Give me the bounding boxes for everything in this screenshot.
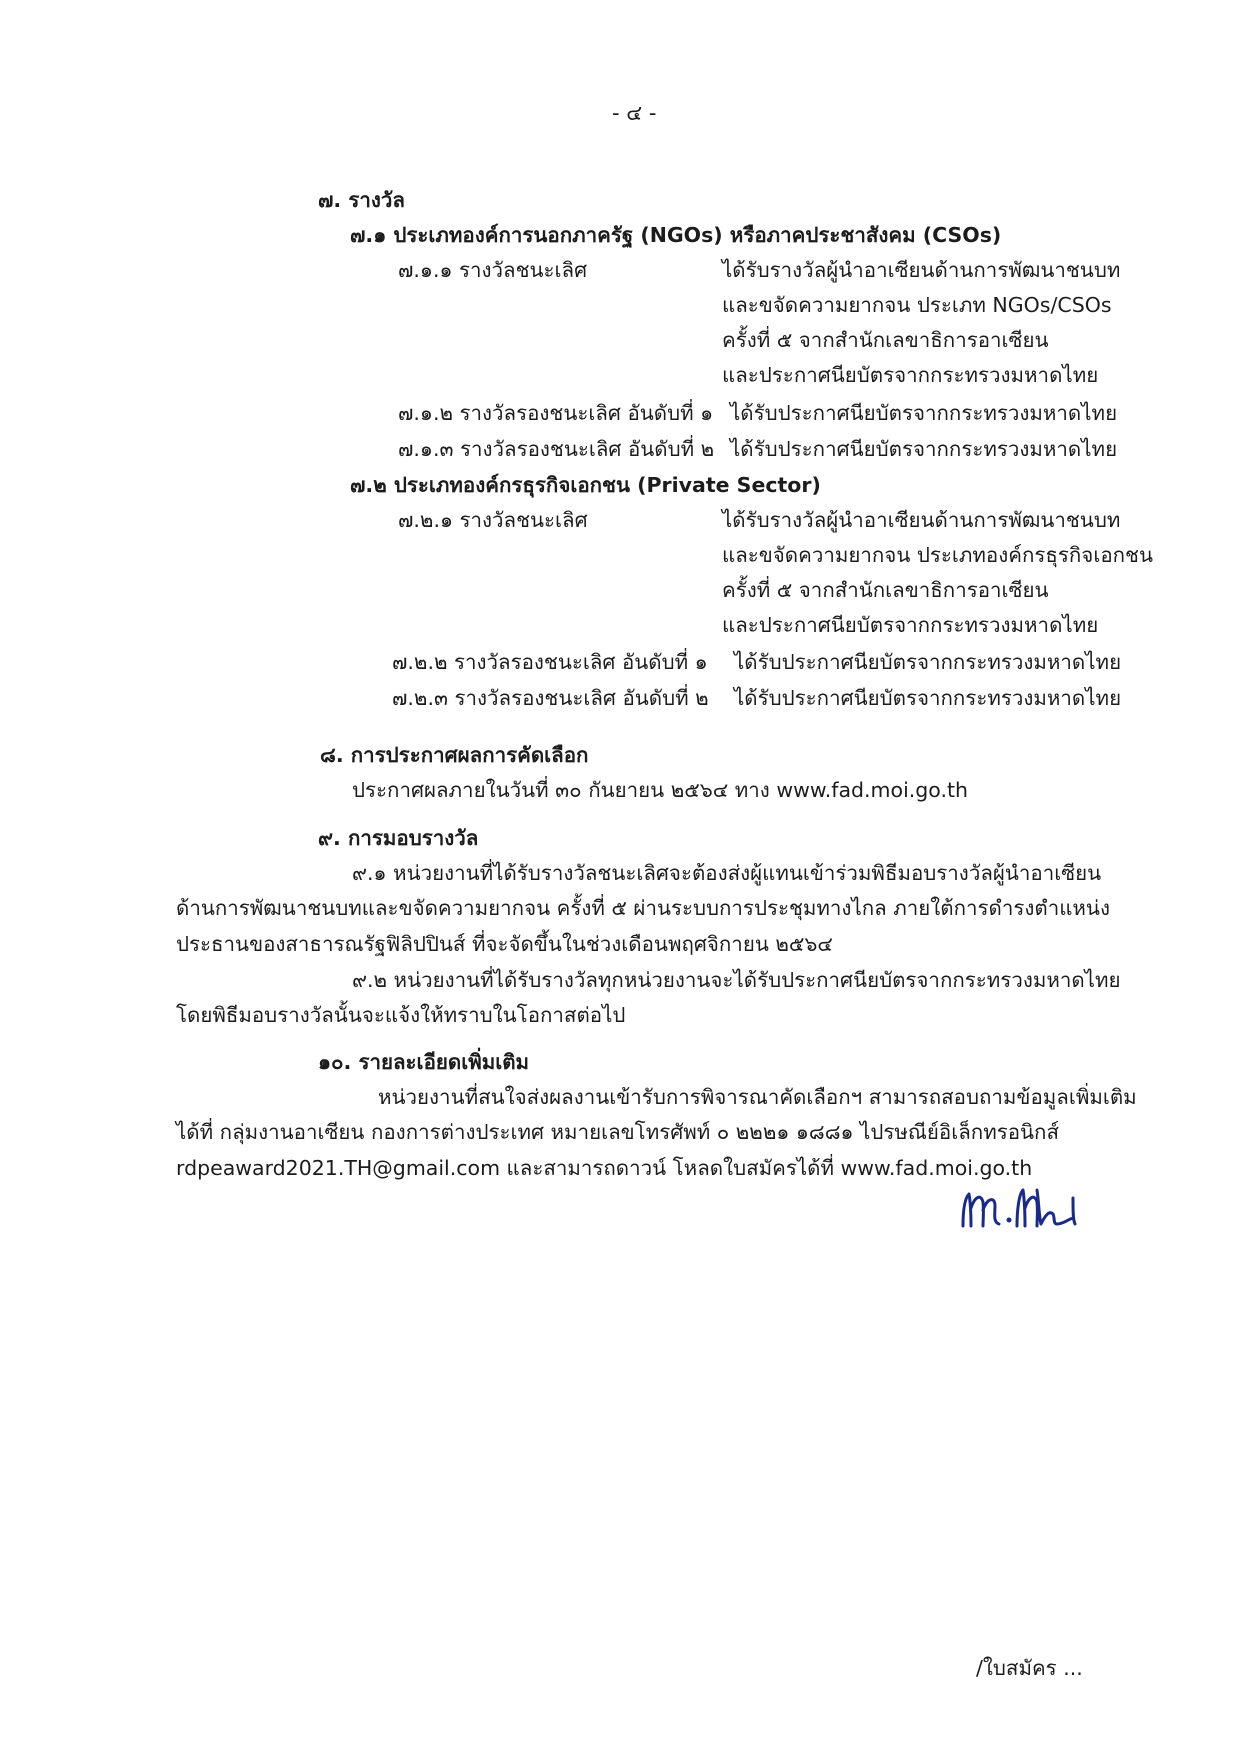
page-number: - ๔ - (612, 101, 657, 125)
section-9-1-line-2: ด้านการพัฒนาชนบทและขจัดความยากจน ครั้งที่ ๕ ผ่านระบบการประชุมทางไกล ภายใต้การดำรงตำแหน่ง (176, 896, 1110, 920)
signature-initials (955, 1180, 1085, 1240)
section-9-1-line-1: ๙.๑ หน่วยงานที่ได้รับรางวัลชนะเลิศจะต้องส่งผู้แทนเข้าร่วมพิธีมอบรางวัลผู้นำอาเซียน (352, 861, 1102, 885)
item-7-1-3-line-1: ได้รับประกาศนียบัตรจากกระทรวงมหาดไทย (730, 437, 1118, 461)
item-7-2-2-label: ๗.๒.๒ รางวัลรองชนะเลิศ อันดับที่ ๑ (392, 650, 708, 674)
section-8-heading: ๘. การประกาศผลการคัดเลือก (320, 743, 589, 767)
item-7-1-2-label: ๗.๑.๒ รางวัลรองชนะเลิศ อันดับที่ ๑ (398, 401, 714, 425)
item-7-2-1-line-2: และขจัดความยากจน ประเภทองค์กรธุรกิจเอกชน (722, 543, 1153, 567)
section-9-2-line-2: โดยพิธีมอบรางวัลนั้นจะแจ้งให้ทราบในโอกาสต่อไป (176, 1003, 626, 1027)
item-7-1-2-line-1: ได้รับประกาศนียบัตรจากกระทรวงมหาดไทย (730, 401, 1118, 425)
next-page-marker: /ใบสมัคร ... (976, 1656, 1083, 1680)
section-10-line-2: ได้ที่ กลุ่มงานอาเซียน กองการต่างประเทศ หมายเลขโทรศัพท์ ๐ ๒๒๒๑ ๑๘๘๑ ไปรษณีย์อิเล็กทรอนิกส์ (176, 1120, 1059, 1144)
section-10-heading: ๑๐. รายละเอียดเพิ่มเติม (318, 1050, 530, 1074)
item-7-2-1-line-4: และประกาศนียบัตรจากกระทรวงมหาดไทย (722, 613, 1099, 637)
section-9-1-line-3: ประธานของสาธารณรัฐฟิลิปปินส์ ที่จะจัดขึ้นในช่วงเดือนพฤศจิกายน ๒๕๖๔ (176, 932, 833, 956)
item-7-2-1-line-3: ครั้งที่ ๕ จากสำนักเลขาธิการอาเซียน (722, 578, 1049, 602)
item-7-2-1-label: ๗.๒.๑ รางวัลชนะเลิศ (398, 508, 588, 532)
item-7-2-3-line-1: ได้รับประกาศนียบัตรจากกระทรวงมหาดไทย (734, 686, 1122, 710)
item-7-1-1-line-2: และขจัดความยากจน ประเภท NGOs/CSOs (722, 293, 1112, 317)
section-7-1-heading: ๗.๑ ประเภทองค์การนอกภาครัฐ (NGOs) หรือภาคประชาสังคม (CSOs) (350, 223, 1002, 247)
section-10-line-3: rdpeaward2021.TH@gmail.com และสามารถดาวน์ โหลดใบสมัครได้ที่ www.fad.moi.go.th (176, 1156, 1033, 1180)
section-7-2-heading: ๗.๒ ประเภทองค์กรธุรกิจเอกชน (Private Sector) (350, 473, 821, 497)
item-7-1-1-line-4: และประกาศนียบัตรจากกระทรวงมหาดไทย (722, 363, 1099, 387)
section-9-2-line-1: ๙.๒ หน่วยงานที่ได้รับรางวัลทุกหน่วยงานจะได้รับประกาศนียบัตรจากกระทรวงมหาดไทย (352, 968, 1121, 992)
section-7-heading: ๗. รางวัล (318, 188, 405, 212)
item-7-2-1-line-1: ได้รับรางวัลผู้นำอาเซียนด้านการพัฒนาชนบท (722, 508, 1121, 532)
item-7-2-3-label: ๗.๒.๓ รางวัลรองชนะเลิศ อันดับที่ ๒ (392, 686, 709, 710)
item-7-1-3-label: ๗.๑.๓ รางวัลรองชนะเลิศ อันดับที่ ๒ (398, 437, 715, 461)
section-9-heading: ๙. การมอบรางวัล (318, 826, 479, 850)
item-7-2-2-line-1: ได้รับประกาศนียบัตรจากกระทรวงมหาดไทย (734, 650, 1122, 674)
item-7-1-1-line-3: ครั้งที่ ๕ จากสำนักเลขาธิการอาเซียน (722, 328, 1049, 352)
section-10-line-1: หน่วยงานที่สนใจส่งผลงานเข้ารับการพิจารณาคัดเลือกฯ สามารถสอบถามข้อมูลเพิ่มเติม (378, 1085, 1137, 1109)
item-7-1-1-line-1: ได้รับรางวัลผู้นำอาเซียนด้านการพัฒนาชนบท (722, 258, 1121, 282)
section-8-body: ประกาศผลภายในวันที่ ๓๐ กันยายน ๒๕๖๔ ทาง www.fad.moi.go.th (352, 778, 969, 802)
item-7-1-1-label: ๗.๑.๑ รางวัลชนะเลิศ (398, 258, 588, 282)
